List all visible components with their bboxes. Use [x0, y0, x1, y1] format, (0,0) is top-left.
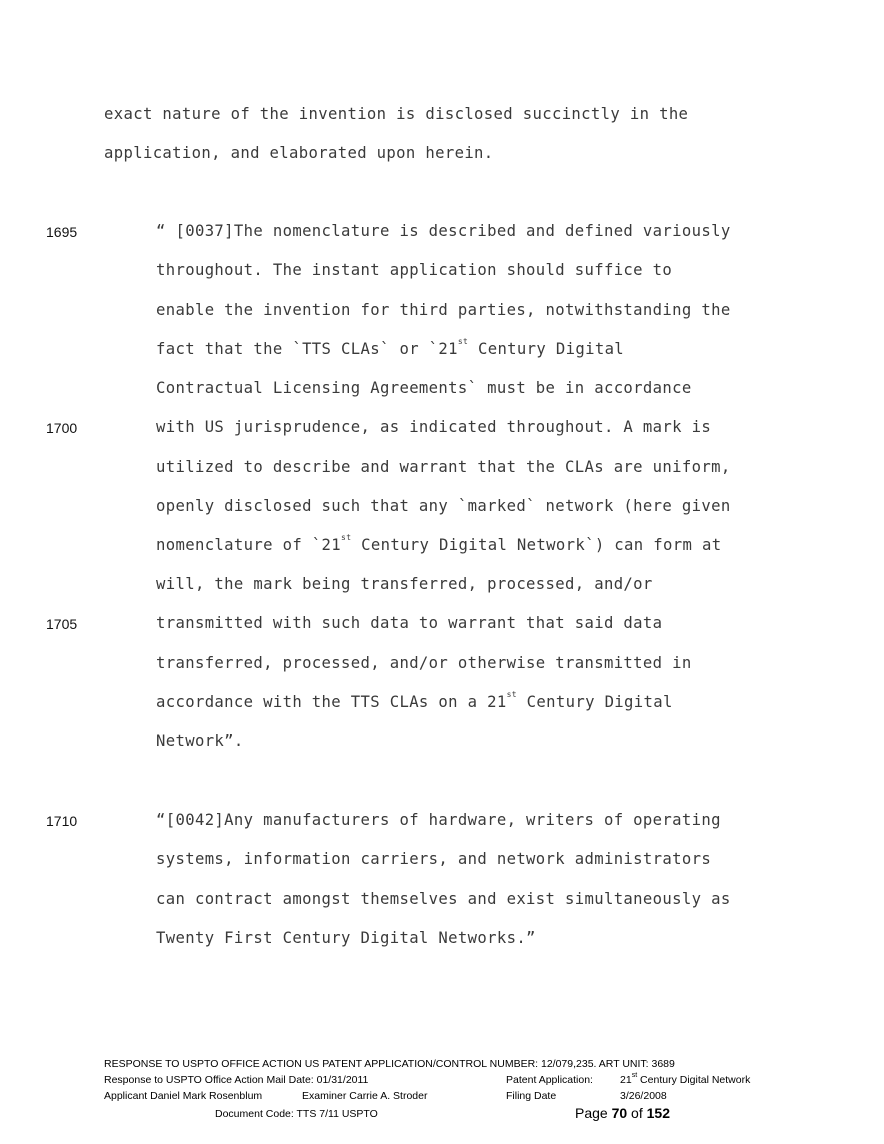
footer-patent-application-title	[620, 1074, 750, 1086]
body-line: “[0042]Any manufacturers of hardware, writers of operating	[156, 811, 721, 829]
text-segment: Century Digital Network	[637, 1074, 751, 1086]
footer-mail-date: Response to USPTO Office Action Mail Date: 01/31/2011	[104, 1074, 369, 1086]
footer-document-code: Document Code: TTS 7/11 USPTO	[215, 1108, 378, 1120]
superscript: st	[457, 337, 469, 346]
body-line	[156, 690, 673, 711]
body-line: exact nature of the invention is disclosed succinctly in the	[104, 105, 689, 123]
footer-filing-date-value: 3/26/2008	[620, 1090, 667, 1102]
text-segment: Century Digital	[468, 340, 625, 358]
superscript: st	[341, 533, 352, 542]
body-line: Twenty First Century Digital Networks.”	[156, 929, 536, 947]
body-line	[156, 533, 722, 554]
text-segment: nomenclature of `21	[156, 536, 342, 554]
text-segment: of	[627, 1105, 647, 1121]
text-segment: Century Digital Network`) can form at	[351, 536, 722, 554]
text-segment: Century Digital	[516, 693, 673, 711]
footer-examiner: Examiner Carrie A. Stroder	[302, 1090, 428, 1102]
total-pages: 152	[646, 1105, 670, 1121]
superscript: st	[506, 690, 517, 699]
text-segment: fact that the `TTS CLAs` or `21	[156, 340, 458, 358]
text-segment: 21	[620, 1074, 632, 1086]
body-line: throughout. The instant application should suffice to	[156, 261, 673, 279]
body-line: openly disclosed such that any `marked` network (here given	[156, 497, 731, 515]
body-line: will, the mark being transferred, processed, and/or	[156, 575, 653, 593]
body-line	[156, 337, 625, 358]
body-line: utilized to describe and warrant that the CLAs are uniform,	[156, 458, 731, 476]
body-line: systems, information carriers, and network administrators	[156, 850, 712, 868]
body-line: application, and elaborated upon herein.	[104, 144, 494, 162]
body-line: transferred, processed, and/or otherwise transmitted in	[156, 654, 692, 672]
current-page: 70	[611, 1105, 628, 1121]
footer-response-line: RESPONSE TO USPTO OFFICE ACTION US PATENT APPLICATION/CONTROL NUMBER: 12/079,235. ART UNIT: 3689	[104, 1058, 675, 1070]
body-line: transmitted with such data to warrant that said data	[156, 614, 663, 632]
body-line: enable the invention for third parties, notwithstanding the	[156, 301, 731, 319]
text-segment: accordance with the TTS CLAs on a 21	[156, 693, 507, 711]
body-line: Network”.	[156, 732, 244, 750]
footer-applicant: Applicant Daniel Mark Rosenblum	[104, 1090, 263, 1102]
line-number: 1705	[46, 616, 78, 632]
body-line: Contractual Licensing Agreements` must be in accordance	[156, 379, 692, 397]
superscript: st	[631, 1072, 638, 1079]
line-number: 1695	[46, 224, 78, 240]
footer-filing-date-label: Filing Date	[506, 1090, 557, 1102]
line-number: 1700	[46, 420, 78, 436]
footer-page-number	[575, 1105, 670, 1121]
body-line: “ [0037]The nomenclature is described and defined variously	[156, 222, 731, 240]
footer-patent-application-label: Patent Application:	[506, 1074, 593, 1086]
text-segment: Page	[575, 1105, 612, 1121]
line-number: 1710	[46, 813, 78, 829]
body-line: with US jurisprudence, as indicated throughout. A mark is	[156, 418, 712, 436]
body-line: can contract amongst themselves and exist simultaneously as	[156, 890, 731, 908]
